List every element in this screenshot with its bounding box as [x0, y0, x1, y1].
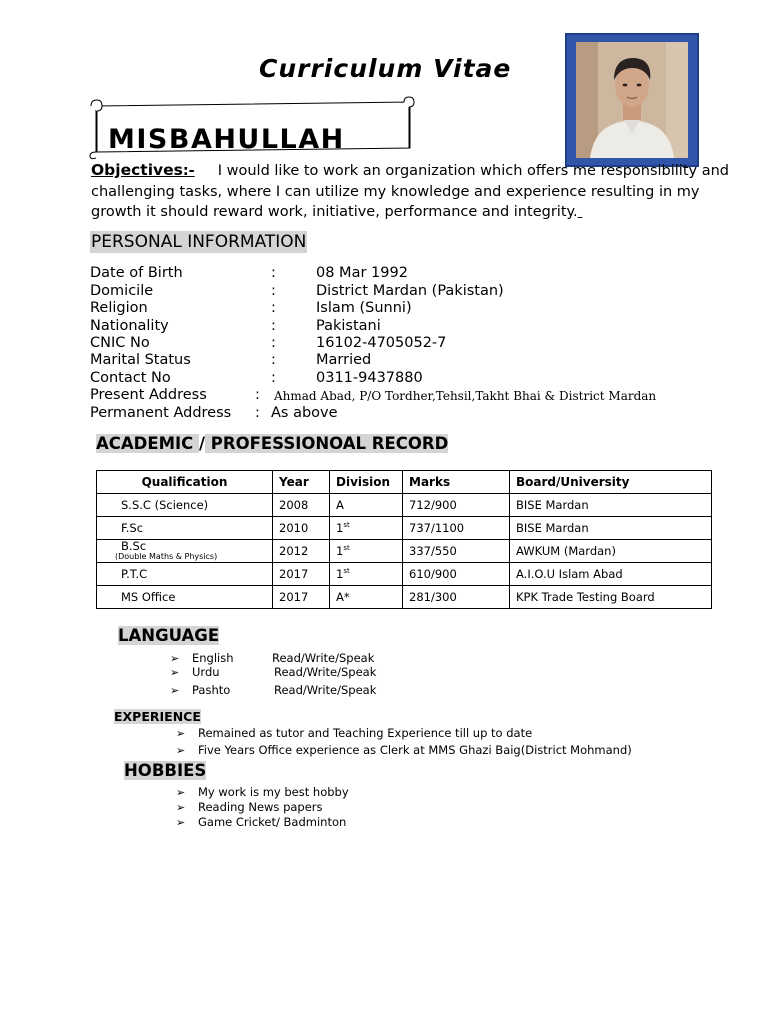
- personal-info-value: 0311-9437880: [316, 370, 423, 386]
- experience-item: [176, 743, 632, 757]
- bullet-arrow-icon: ➢: [176, 727, 186, 740]
- cell-qualification: [97, 540, 273, 563]
- personal-info-colon: :: [271, 300, 276, 316]
- cell-year: 2010: [273, 517, 330, 540]
- cv-title: Curriculum Vitae: [259, 54, 512, 83]
- cell-division: [330, 517, 403, 540]
- table-row: [97, 540, 712, 563]
- cell-division: [330, 540, 403, 563]
- cell-year: 2012: [273, 540, 330, 563]
- cell-qualification: F.Sc: [97, 517, 273, 540]
- experience-item: [176, 726, 532, 740]
- language-skill: Read/Write/Speak: [274, 665, 377, 679]
- bullet-arrow-icon: ➢: [170, 684, 180, 697]
- bullet-arrow-icon: ➢: [176, 801, 186, 814]
- personal-info-colon: :: [271, 283, 276, 299]
- division-value: A: [336, 498, 344, 512]
- personal-info-label: CNIC No: [90, 335, 150, 351]
- cell-board: A.I.O.U Islam Abad: [510, 563, 712, 586]
- personal-info-label: Religion: [90, 300, 148, 316]
- cell-marks: 610/900: [403, 563, 510, 586]
- bullet-arrow-icon: ➢: [170, 652, 180, 665]
- personal-info-value: Islam (Sunni): [316, 300, 412, 316]
- bullet-arrow-icon: ➢: [176, 744, 186, 757]
- bullet-arrow-icon: ➢: [170, 666, 180, 679]
- hobby-item: [176, 800, 323, 814]
- personal-info-value: As above: [271, 405, 338, 421]
- header-qualification: Qualification: [97, 471, 273, 494]
- academic-heading-slash: /: [199, 434, 206, 453]
- table-row: [97, 563, 712, 586]
- header-board: Board/University: [510, 471, 712, 494]
- cell-marks: 737/1100: [403, 517, 510, 540]
- personal-info-label: Domicile: [90, 283, 154, 299]
- experience-text: Five Years Office experience as Clerk at MMS Ghazi Baig(District Mohmand): [198, 743, 632, 757]
- personal-info-label: Date of Birth: [90, 265, 183, 281]
- language-skill: Read/Write/Speak: [272, 651, 375, 665]
- cell-year: 2008: [273, 494, 330, 517]
- profile-photo-frame: [565, 33, 699, 167]
- cell-qualification: S.S.C (Science): [97, 494, 273, 517]
- personal-info-colon: :: [255, 387, 260, 403]
- hobby-item: [176, 785, 349, 799]
- language-item: [170, 665, 220, 679]
- cell-marks: 712/900: [403, 494, 510, 517]
- language-heading: LANGUAGE: [118, 626, 220, 645]
- objectives-label: Objectives: [91, 161, 183, 179]
- objectives-text: I would like to work an organization which offers me responsibility and challenging tasks, where I can utilize my knowledge and experience resulting in my growth it should reward work, initiative, performance and integrity.: [91, 163, 729, 220]
- personal-info-label: Permanent Address: [90, 405, 232, 421]
- academic-heading-part1: ACADEMIC: [96, 434, 200, 453]
- cell-division: [330, 563, 403, 586]
- cell-division: [330, 494, 403, 517]
- personal-info-colon: :: [271, 352, 276, 368]
- personal-info-value: 08 Mar 1992: [316, 265, 408, 281]
- cell-qualification: MS Office: [97, 586, 273, 609]
- hobby-item: [176, 815, 346, 829]
- qualification-subjects: (Double Maths & Physics): [115, 552, 218, 561]
- table-row: [97, 494, 712, 517]
- cell-qualification: P.T.C: [97, 563, 273, 586]
- personal-info-colon: :: [271, 335, 276, 351]
- bullet-arrow-icon: ➢: [176, 816, 186, 829]
- division-suffix: st: [343, 521, 350, 530]
- personal-info-label: Contact No: [90, 370, 171, 386]
- language-item: [170, 683, 230, 697]
- personal-info-value: Pakistani: [316, 318, 381, 334]
- hobbies-heading: HOBBIES: [124, 761, 207, 780]
- table-header-row: [97, 471, 712, 494]
- academic-heading-part2: PROFESSIONOAL RECORD: [205, 434, 449, 453]
- language-name: English: [192, 651, 234, 665]
- language-skill: Read/Write/Speak: [274, 683, 377, 697]
- cell-division: [330, 586, 403, 609]
- division-value: 1: [336, 544, 344, 558]
- hobby-text: Reading News papers: [198, 800, 323, 814]
- personal-info-colon: :: [271, 265, 276, 281]
- personal-info-label: Present Address: [90, 387, 207, 403]
- cell-board: KPK Trade Testing Board: [510, 586, 712, 609]
- division-value: 1: [336, 567, 344, 581]
- cell-marks: 281/300: [403, 586, 510, 609]
- academic-record-table: [96, 470, 712, 609]
- personal-info-label: Nationality: [90, 318, 169, 334]
- division-value: 1: [336, 521, 344, 535]
- cell-board: BISE Mardan: [510, 517, 712, 540]
- division-suffix: st: [343, 567, 350, 576]
- academic-record-heading: [96, 434, 448, 453]
- personal-info-colon: :: [255, 405, 260, 421]
- personal-info-value: Ahmad Abad, P/O Tordher,Tehsil,Takht Bhai & District Mardan: [274, 389, 657, 403]
- profile-photo: [576, 42, 688, 158]
- personal-info-label: Marital Status: [90, 352, 191, 368]
- personal-info-value: Married: [316, 352, 372, 368]
- candidate-name: MISBAHULLAH: [108, 124, 345, 155]
- objectives-paragraph: [91, 160, 731, 223]
- language-name: Pashto: [192, 683, 231, 697]
- cell-board: BISE Mardan: [510, 494, 712, 517]
- qualification-name: B.Sc: [121, 539, 147, 553]
- language-item: [170, 651, 234, 665]
- personal-info-value: 16102-4705052-7: [316, 335, 447, 351]
- personal-information-heading: PERSONAL INFORMATION: [91, 232, 307, 252]
- table-row: [97, 586, 712, 609]
- header-marks: Marks: [403, 471, 510, 494]
- cell-year: 2017: [273, 563, 330, 586]
- personal-info-colon: :: [271, 370, 276, 386]
- bullet-arrow-icon: ➢: [176, 786, 186, 799]
- division-suffix: st: [343, 544, 350, 553]
- header-year: Year: [273, 471, 330, 494]
- cell-marks: 337/550: [403, 540, 510, 563]
- hobby-text: My work is my best hobby: [198, 785, 349, 799]
- personal-info-value: District Mardan (Pakistan): [316, 283, 504, 299]
- cell-year: 2017: [273, 586, 330, 609]
- cell-board: AWKUM (Mardan): [510, 540, 712, 563]
- table-row: [97, 517, 712, 540]
- experience-heading: EXPERIENCE: [114, 709, 201, 724]
- language-name: Urdu: [192, 665, 220, 679]
- division-value: A*: [336, 590, 350, 604]
- experience-text: Remained as tutor and Teaching Experience till up to date: [198, 726, 533, 740]
- header-division: Division: [330, 471, 403, 494]
- objectives-separator: :-: [182, 163, 195, 179]
- hobby-text: Game Cricket/ Badminton: [198, 815, 347, 829]
- personal-info-colon: :: [271, 318, 276, 334]
